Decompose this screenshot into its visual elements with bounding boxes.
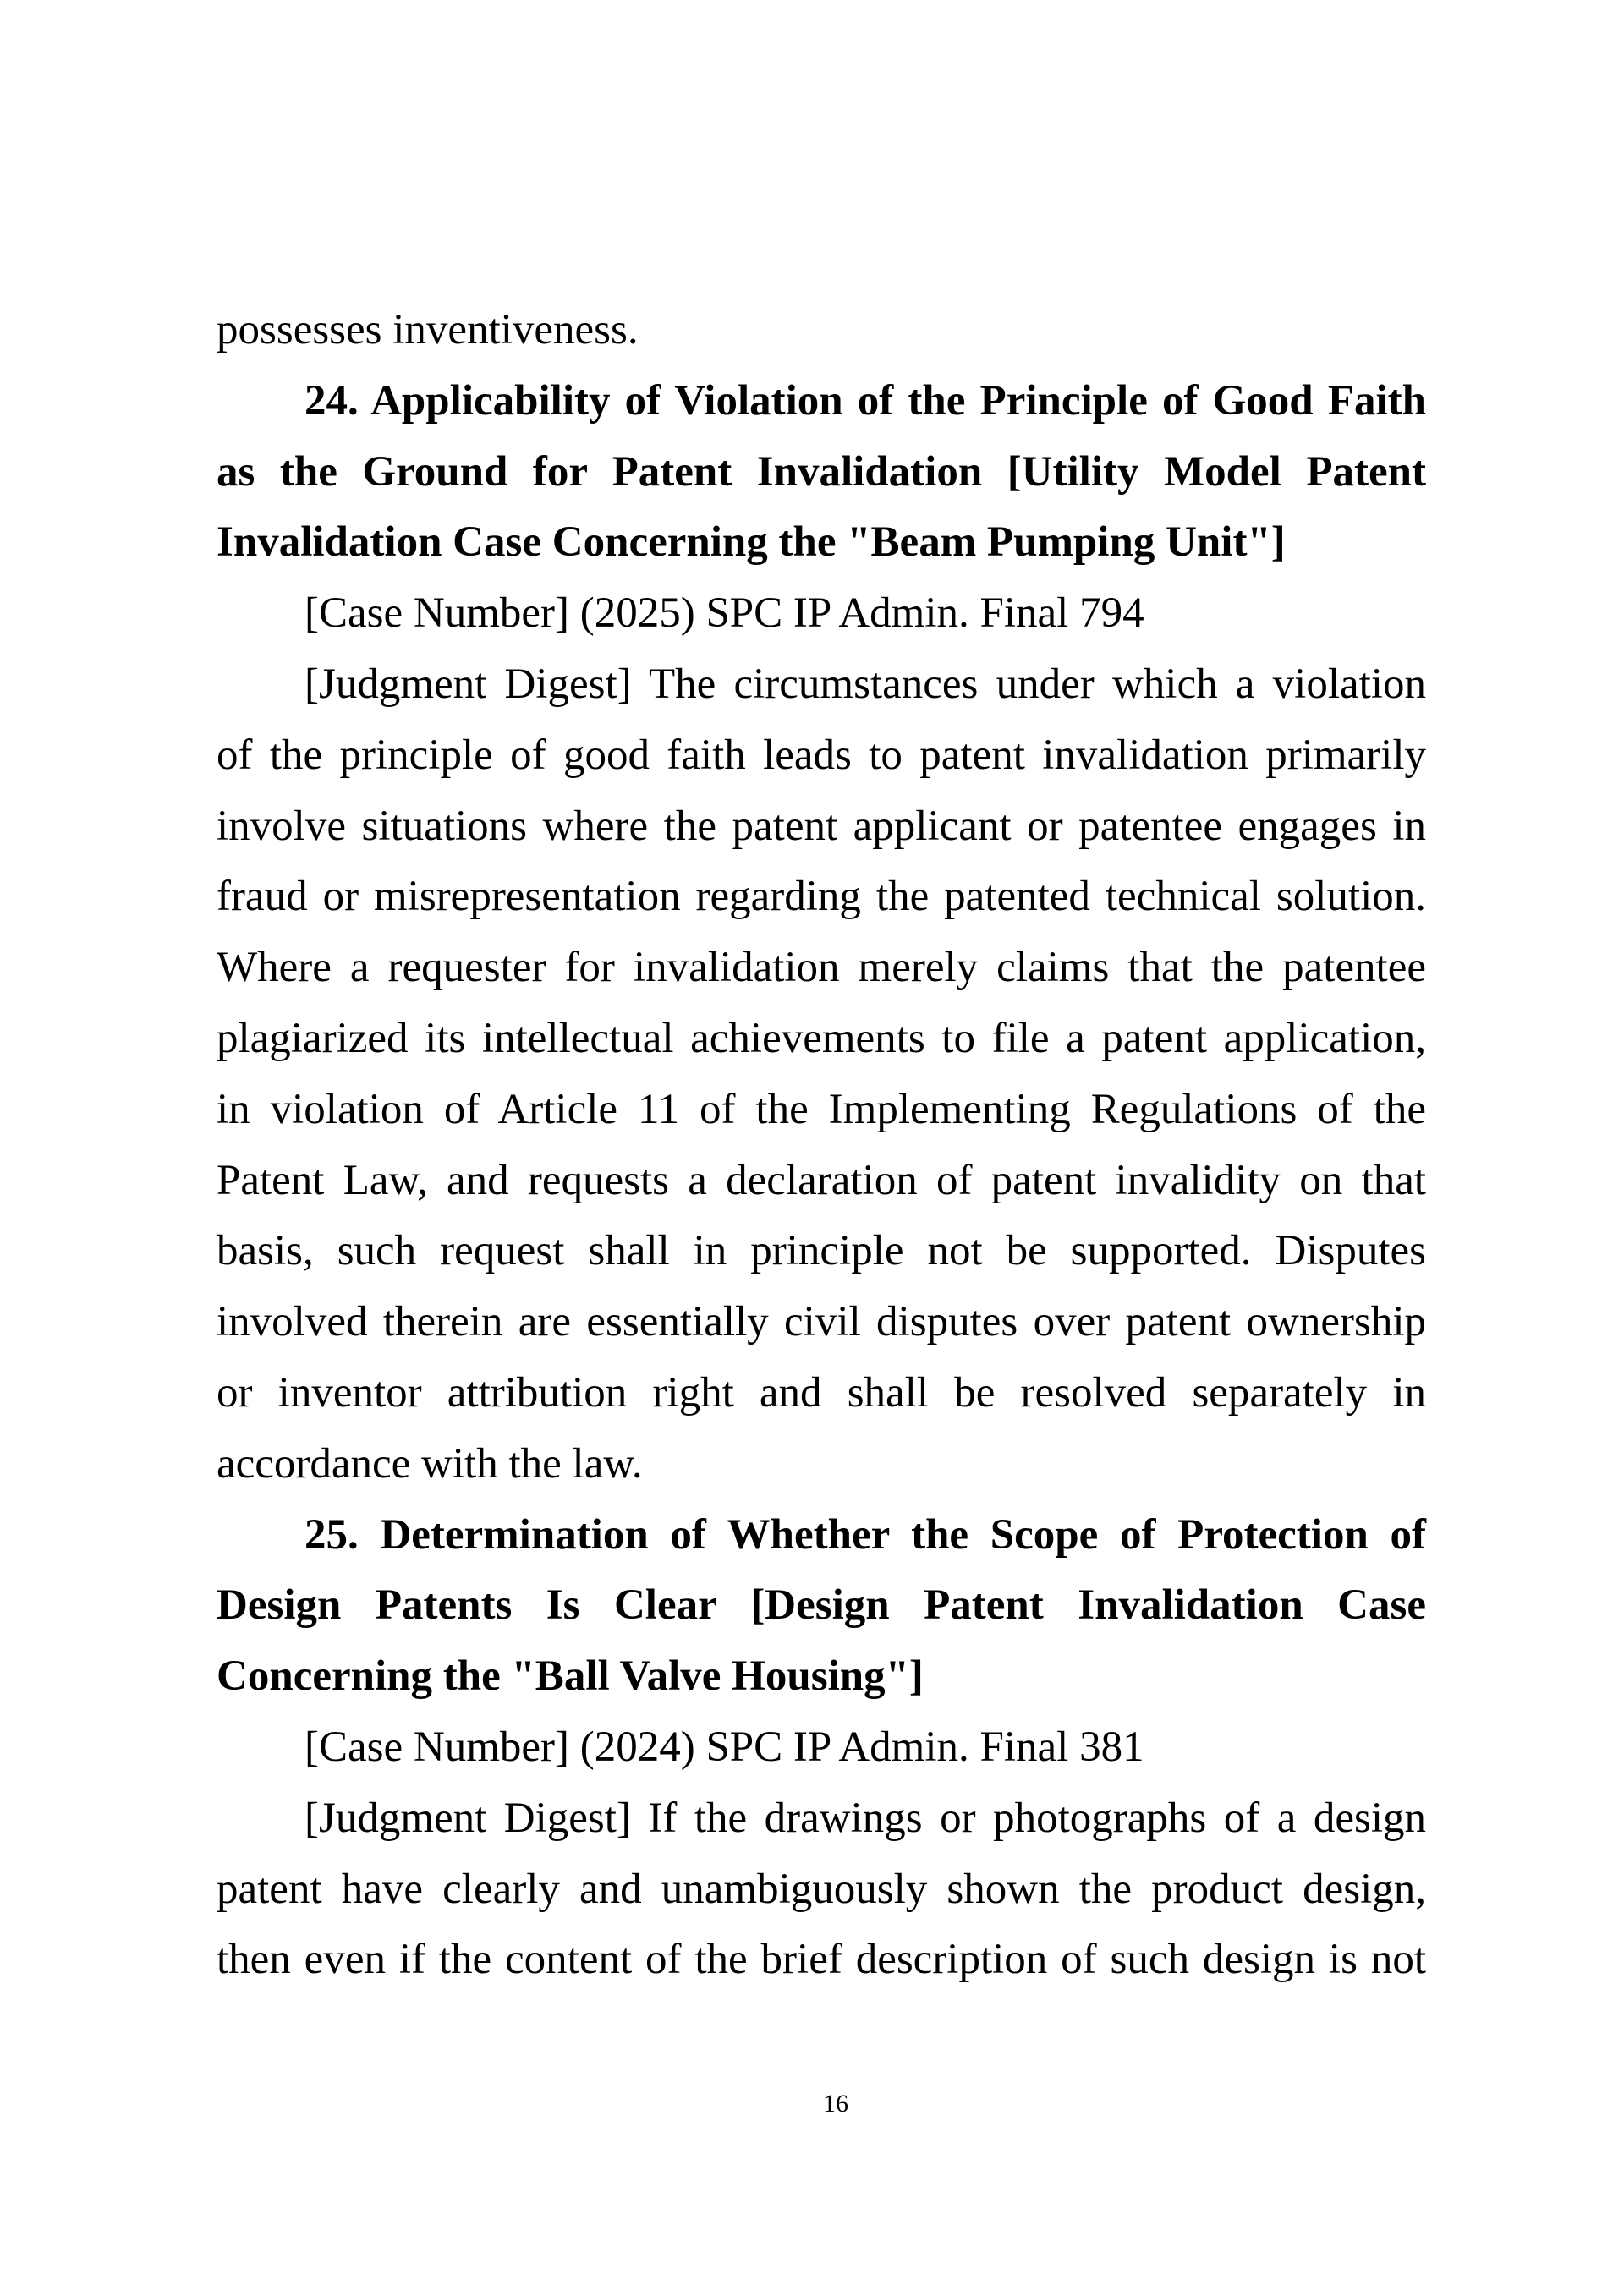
text-line: as the Ground for Patent Invalidation [Utility Model Patent — [217, 447, 1426, 496]
text-line: [Judgment Digest] If the drawings or photographs of a design — [304, 1794, 1426, 1842]
text-line: then even if the content of the brief description of such design is not — [217, 1936, 1426, 1984]
text-line: Where a requester for invalidation merely claims that the patentee — [217, 944, 1426, 992]
text-line: 24. Applicability of Violation of the Principle of Good Faith — [304, 376, 1426, 425]
text-line: [Judgment Digest] The circumstances under which a violation — [304, 660, 1426, 708]
text-line: basis, such request shall in principle not be supported. Disputes — [217, 1227, 1426, 1275]
text-line: fraud or misrepresentation regarding the patented technical solution. — [217, 873, 1426, 921]
text-line: Patent Law, and requests a declaration of patent invalidity on that — [217, 1156, 1426, 1204]
text-line: [Case Number] (2025) SPC IP Admin. Final 794 — [304, 589, 1144, 638]
text-line: 25. Determination of Whether the Scope of Protection of — [304, 1510, 1426, 1559]
section-heading — [217, 1500, 1426, 1712]
body-paragraph — [217, 649, 1426, 1500]
text-line: of the principle of good faith leads to patent invalidation primarily — [217, 731, 1426, 779]
text-line: accordance with the law. — [217, 1439, 643, 1488]
text-line: patent have clearly and unambiguously shown the product design, — [217, 1865, 1426, 1913]
page-body — [217, 295, 1426, 1996]
body-paragraph — [217, 295, 1426, 366]
text-line: in violation of Article 11 of the Implementing Regulations of the — [217, 1085, 1426, 1133]
body-paragraph — [217, 578, 1426, 649]
text-line: Concerning the "Ball Valve Housing"] — [217, 1652, 924, 1701]
section-heading — [217, 366, 1426, 578]
text-line: possesses inventiveness. — [217, 306, 639, 353]
text-line: plagiarized its intellectual achievements to file a patent application, — [217, 1014, 1426, 1062]
text-line: involve situations where the patent applicant or patentee engages in — [217, 802, 1426, 850]
text-line: [Case Number] (2024) SPC IP Admin. Final 381 — [304, 1723, 1144, 1771]
text-line: or inventor attribution right and shall be resolved separately in — [217, 1368, 1426, 1417]
body-paragraph — [217, 1784, 1426, 1996]
text-line: Design Patents Is Clear [Design Patent Invalidation Case — [217, 1581, 1426, 1630]
text-line: Invalidation Case Concerning the "Beam Pumping Unit"] — [217, 518, 1286, 567]
text-line: involved therein are essentially civil disputes over patent ownership — [217, 1298, 1426, 1346]
body-paragraph — [217, 1712, 1426, 1784]
page-number: 16 — [823, 2090, 848, 2118]
